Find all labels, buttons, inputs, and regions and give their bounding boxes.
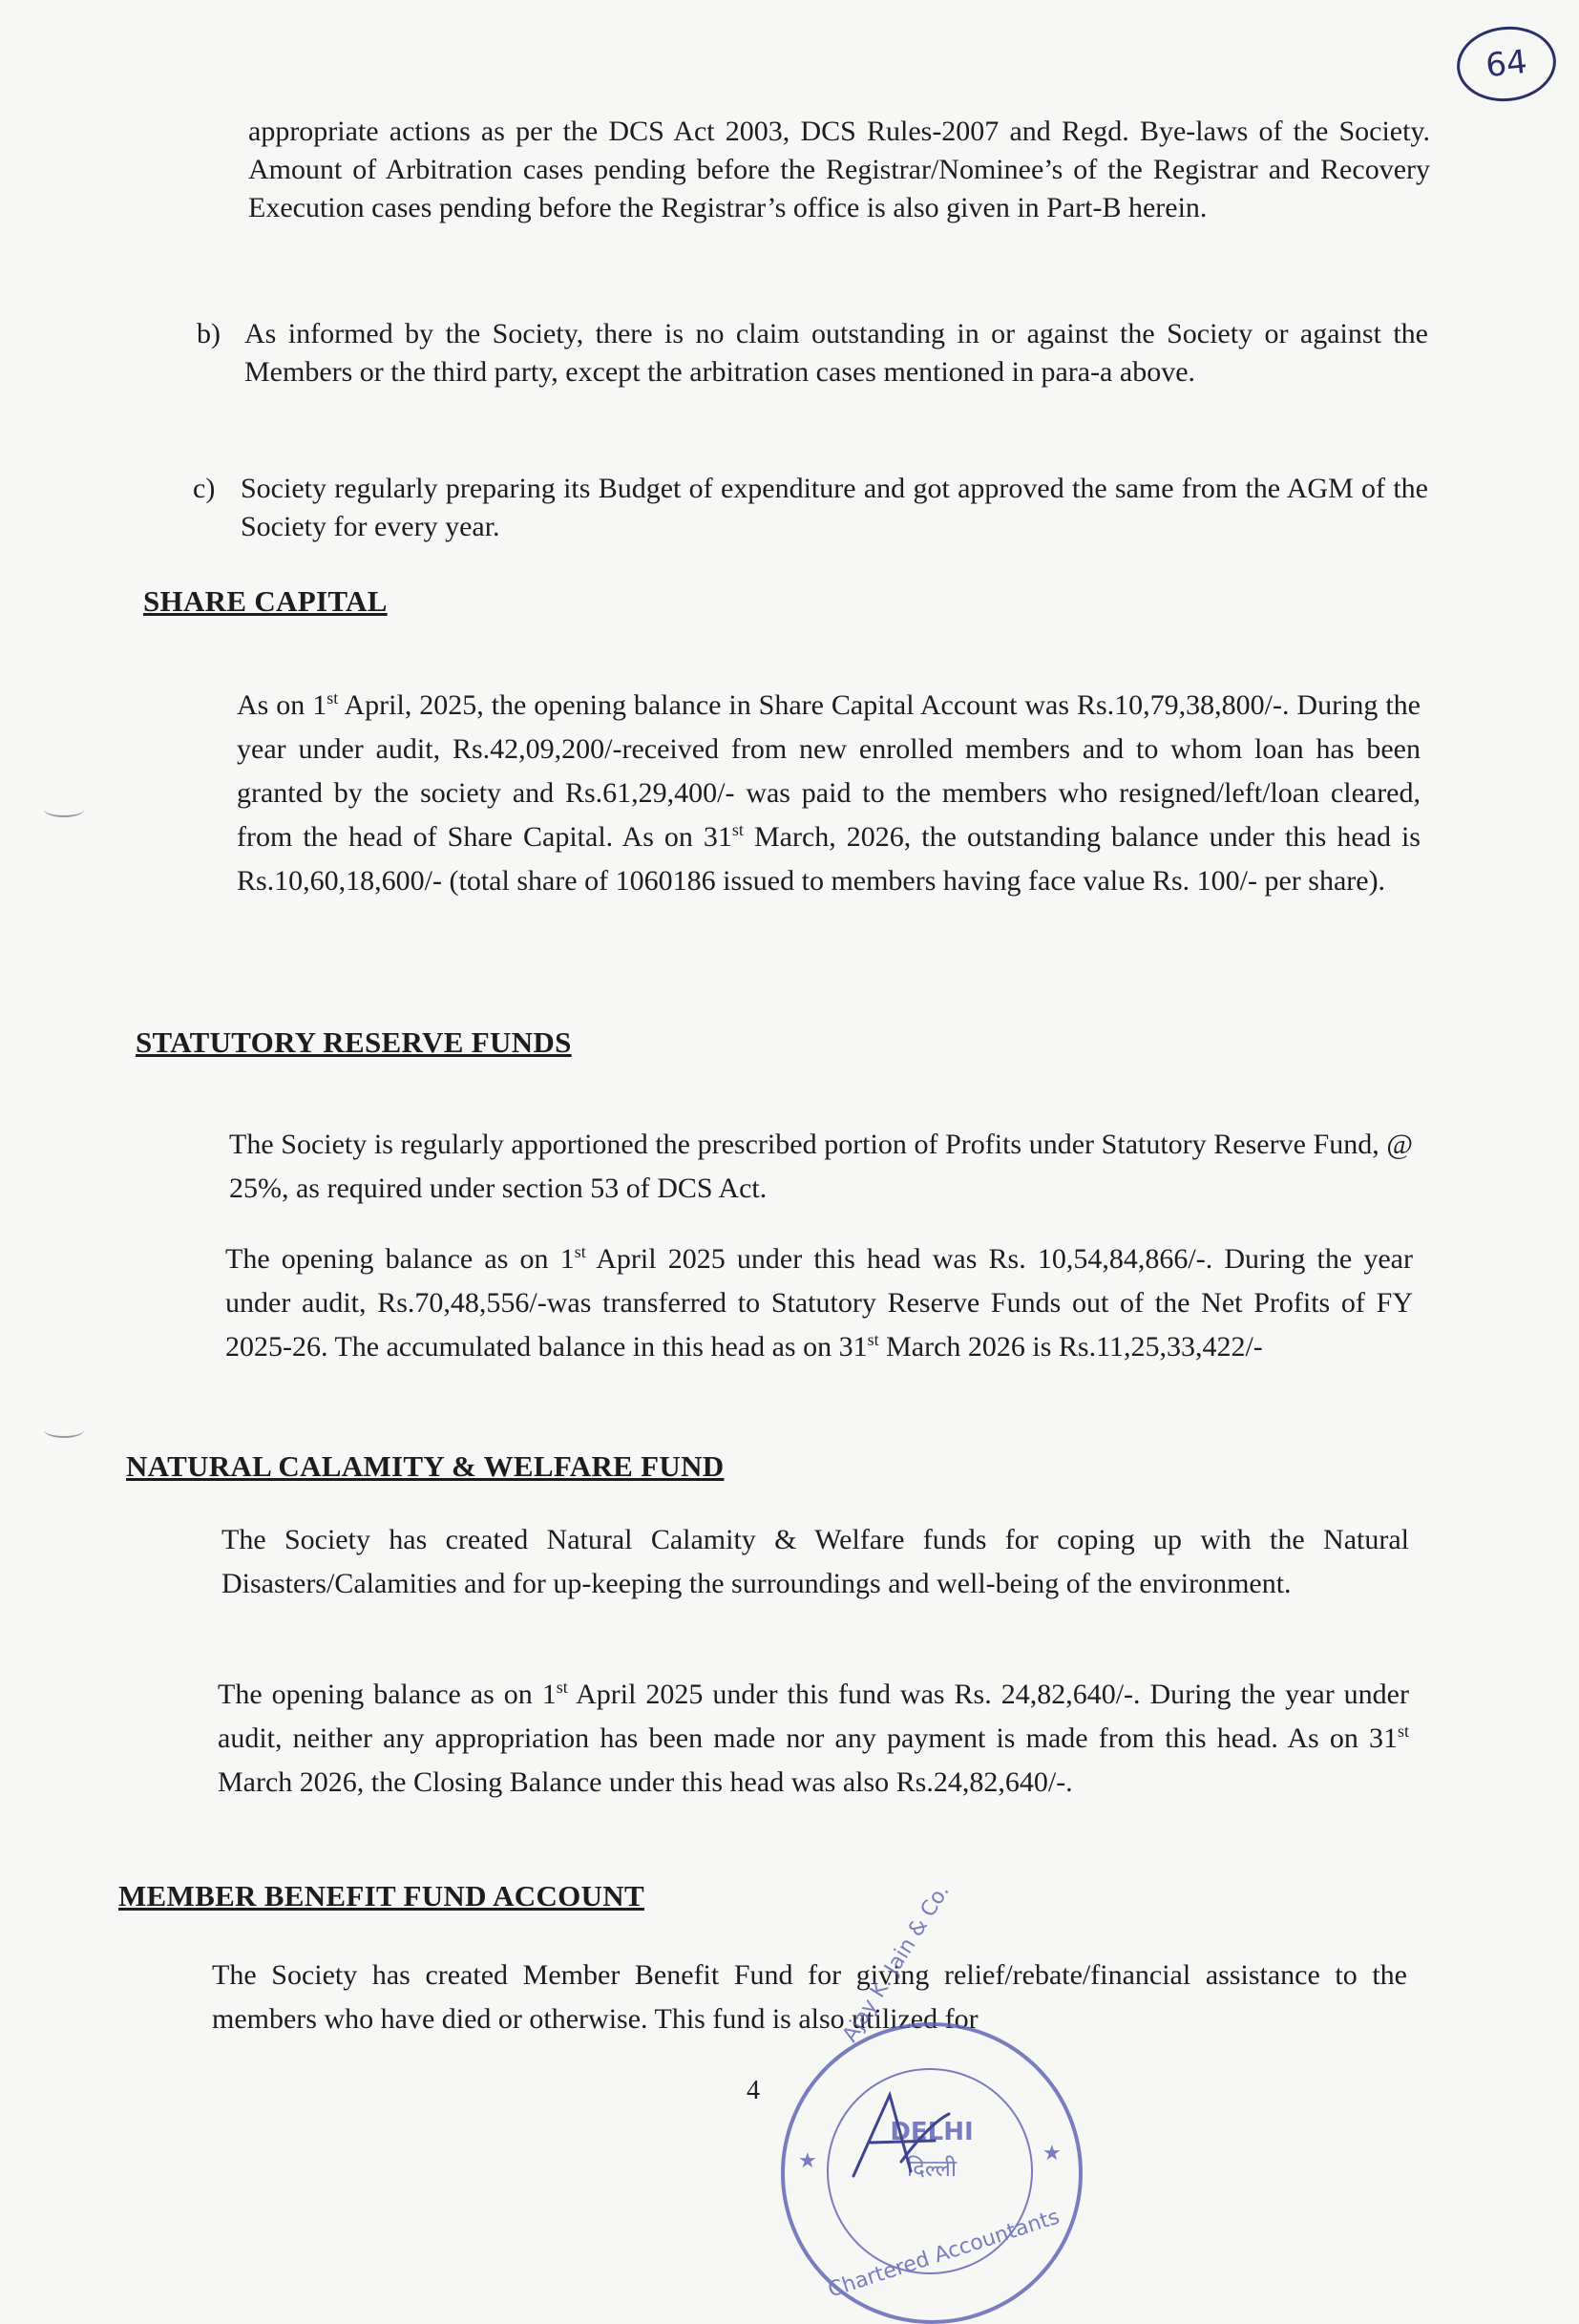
stamp-firm-name: Ajay K. Jain & Co.: [838, 1880, 955, 2047]
list-item-c: [193, 470, 1428, 546]
list-item-text: Society regularly preparing its Budget of expenditure and got approved the same from the AGM of the Society for every year.: [241, 473, 1428, 542]
heading-share-capital: SHARE CAPITAL: [143, 584, 388, 618]
heading-natural-calamity: NATURAL CALAMITY & WELFARE FUND: [126, 1449, 725, 1483]
list-marker: b): [197, 318, 221, 349]
signature-mark: [844, 2085, 958, 2190]
punch-hole-mark: [44, 802, 84, 817]
member-benefit-paragraph: The Society has created Member Benefit Fund for giving relief/rebate/financial assistance to the members who have died or otherwise. This fund is also utilized for: [212, 1959, 1407, 2035]
statutory-reserve-paragraph-2: The opening balance as on 1st April 2025 under this head was Rs. 10,54,84,866/-. During the year under audit, Rs.70,48,556/-was transferred to Statutory Reserve Funds out of the Net Profits of FY 2025-26. The accumulated balance in this head as on 31st March 2026 is Rs.11,25,33,422/-: [225, 1242, 1413, 1363]
natural-calamity-paragraph-1: The Society has created Natural Calamity & Welfare funds for coping up with the Natural Disasters/Calamities and for up-keeping the surroundings and well-being of the environment.: [221, 1524, 1409, 1599]
share-capital-paragraph: As on 1st April, 2025, the opening balance in Share Capital Account was Rs.10,79,38,800/-. During the year under audit, Rs.42,09,200/-received from new enrolled members and to whom loan has been granted by the society and Rs.61,29,400/- was paid to the members who resigned/left/loan cleared, from the head of Share Capital. As on 31st March, 2026, the outstanding balance under this head is Rs.10,60,18,600/- (total share of 1060186 issued to members having face value Rs. 100/- per share).: [237, 688, 1421, 897]
star-icon: ★: [798, 2148, 817, 2172]
stamp-city: DELHI: [890, 2118, 974, 2146]
list-item-text: As informed by the Society, there is no claim outstanding in or against the Society or against the Members or the third party, except the arbitration cases mentioned in para-a above.: [244, 318, 1428, 388]
natural-calamity-paragraph-2: The opening balance as on 1st April 2025 under this fund was Rs. 24,82,640/-. During the year under audit, neither any appropriation has been made nor any payment is made from this head. As on 31st March 2026, the Closing Balance under this head was also Rs.24,82,640/-.: [218, 1678, 1409, 1798]
list-marker: c): [193, 473, 216, 504]
heading-statutory-reserve: STATUTORY RESERVE FUNDS: [136, 1025, 572, 1059]
handwritten-page-marker: 64: [1453, 22, 1560, 106]
stamp-role: Chartered Accountants: [825, 2205, 1063, 2303]
page-number: 4: [747, 2076, 760, 2105]
list-item-b: [197, 315, 1428, 391]
heading-member-benefit: MEMBER BENEFIT FUND ACCOUNT: [118, 1879, 644, 1912]
punch-hole-mark: [44, 1423, 84, 1438]
stamp-city-hindi: दिल्ली: [906, 2155, 958, 2182]
intro-paragraph: appropriate actions as per the DCS Act 2003, DCS Rules-2007 and Regd. Bye-laws of the Society. Amount of Arbitration cases pending before the Registrar/Nominee’s of the Registrar and Recovery Execution cases pending before the Registrar’s office is also given in Part-B herein.: [248, 116, 1430, 223]
statutory-reserve-paragraph-1: The Society is regularly apportioned the prescribed portion of Profits under Statutory Reserve Fund, @ 25%, as required under section 53 of DCS Act.: [229, 1129, 1413, 1204]
star-icon: ★: [1042, 2141, 1062, 2165]
